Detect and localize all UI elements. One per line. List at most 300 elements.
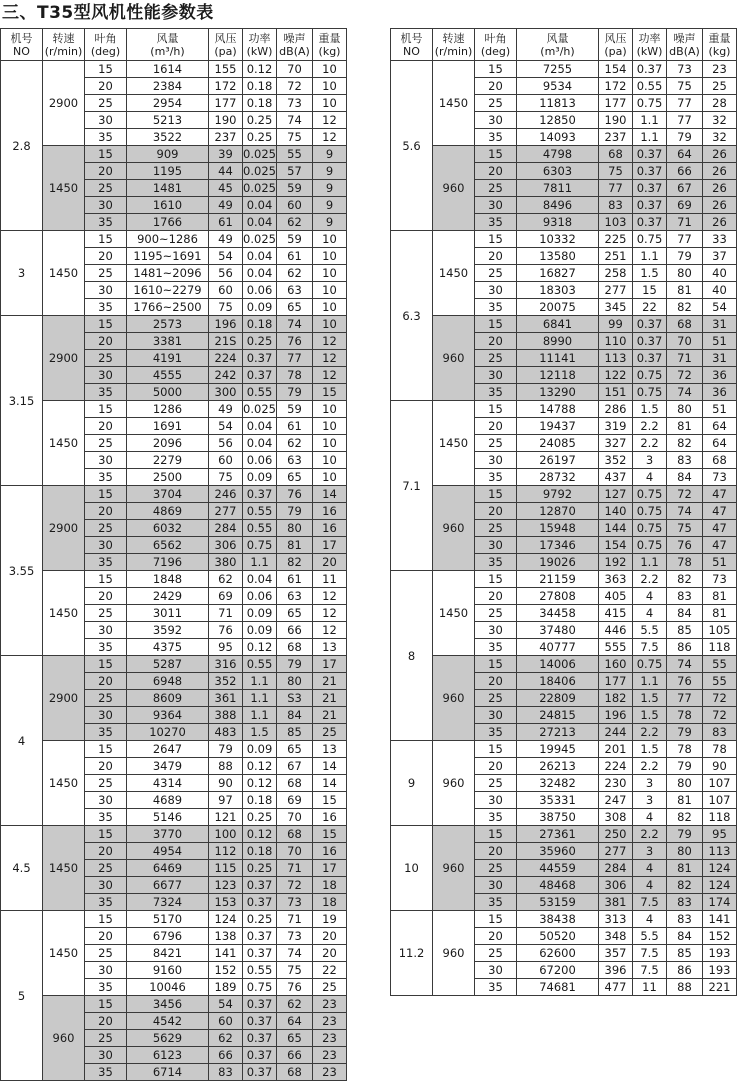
model-number-cell: 3	[1, 231, 43, 316]
table-row	[1, 826, 347, 843]
power-cell: 1.5	[633, 707, 667, 724]
table-row	[391, 656, 737, 673]
weight-cell: 15	[313, 826, 347, 843]
noise-cell: 71	[277, 860, 313, 877]
power-cell: 2.2	[633, 724, 667, 741]
pressure-cell: 388	[209, 707, 243, 724]
noise-cell: 70	[277, 843, 313, 860]
noise-cell: 57	[277, 163, 313, 180]
airflow-cell: 2384	[127, 78, 209, 95]
pressure-cell: 140	[599, 503, 633, 520]
weight-cell: 72	[703, 690, 737, 707]
column-header-line: 转速	[442, 31, 465, 45]
noise-cell: 63	[277, 588, 313, 605]
noise-cell: 82	[667, 435, 703, 452]
airflow-cell: 17346	[517, 537, 599, 554]
blade-angle-cell: 35	[85, 639, 127, 656]
blade-angle-cell: 25	[85, 350, 127, 367]
airflow-cell: 1481~2096	[127, 265, 209, 282]
column-header-line: 风量	[546, 31, 569, 45]
weight-cell: 26	[703, 180, 737, 197]
noise-cell: 61	[277, 248, 313, 265]
airflow-cell: 7255	[517, 61, 599, 78]
weight-cell: 14	[313, 758, 347, 775]
airflow-cell: 6562	[127, 537, 209, 554]
weight-cell: 47	[703, 503, 737, 520]
blade-angle-cell: 15	[475, 571, 517, 588]
noise-cell: 72	[667, 486, 703, 503]
blade-angle-cell: 20	[85, 1013, 127, 1030]
airflow-cell: 9364	[127, 707, 209, 724]
noise-cell: 79	[277, 656, 313, 673]
blade-angle-cell: 15	[85, 61, 127, 78]
airflow-cell: 18303	[517, 282, 599, 299]
column-header-line: 重量	[318, 31, 341, 45]
speed-cell: 960	[433, 741, 475, 826]
pressure-cell: 141	[209, 945, 243, 962]
noise-cell: 85	[667, 622, 703, 639]
weight-cell: 12	[313, 350, 347, 367]
column-header	[313, 29, 347, 61]
blade-angle-cell: 25	[85, 775, 127, 792]
power-cell: 0.75	[633, 486, 667, 503]
airflow-cell: 37480	[517, 622, 599, 639]
blade-angle-cell: 25	[475, 95, 517, 112]
airflow-cell: 1848	[127, 571, 209, 588]
blade-angle-cell: 30	[85, 962, 127, 979]
weight-cell: 9	[313, 146, 347, 163]
weight-cell: 90	[703, 758, 737, 775]
airflow-cell: 1766	[127, 214, 209, 231]
pressure-cell: 177	[599, 673, 633, 690]
airflow-cell: 2954	[127, 95, 209, 112]
blade-angle-cell: 15	[85, 656, 127, 673]
column-header	[209, 29, 243, 61]
pressure-cell: 122	[599, 367, 633, 384]
weight-cell: 12	[313, 333, 347, 350]
noise-cell: 73	[277, 894, 313, 911]
column-header-line: (kg)	[318, 44, 341, 58]
airflow-cell: 1195~1691	[127, 248, 209, 265]
weight-cell: 13	[313, 741, 347, 758]
power-cell: 0.75	[633, 537, 667, 554]
blade-angle-cell: 25	[85, 945, 127, 962]
weight-cell: 11	[313, 571, 347, 588]
power-cell: 1.1	[243, 690, 277, 707]
airflow-cell: 2096	[127, 435, 209, 452]
airflow-cell: 8609	[127, 690, 209, 707]
blade-angle-cell: 35	[85, 1064, 127, 1081]
power-cell: 0.09	[243, 299, 277, 316]
airflow-cell: 24815	[517, 707, 599, 724]
weight-cell: 25	[313, 979, 347, 996]
noise-cell: 70	[277, 61, 313, 78]
power-cell: 0.06	[243, 588, 277, 605]
power-cell: 0.04	[243, 197, 277, 214]
weight-cell: 9	[313, 214, 347, 231]
pressure-cell: 68	[599, 146, 633, 163]
blade-angle-cell: 30	[85, 622, 127, 639]
weight-cell: 20	[313, 945, 347, 962]
pressure-cell: 258	[599, 265, 633, 282]
power-cell: 3	[633, 792, 667, 809]
column-header	[391, 29, 433, 61]
pressure-cell: 352	[599, 452, 633, 469]
noise-cell: 73	[277, 95, 313, 112]
blade-angle-cell: 15	[85, 146, 127, 163]
pressure-cell: 477	[599, 979, 633, 996]
weight-cell: 141	[703, 911, 737, 928]
power-cell: 2.2	[633, 758, 667, 775]
weight-cell: 10	[313, 95, 347, 112]
weight-cell: 10	[313, 435, 347, 452]
pressure-cell: 182	[599, 690, 633, 707]
weight-cell: 16	[313, 520, 347, 537]
blade-angle-cell: 20	[85, 503, 127, 520]
model-number-cell: 10	[391, 826, 433, 911]
speed-cell: 960	[433, 486, 475, 571]
column-header-line: NO	[13, 44, 30, 58]
pressure-cell: 237	[209, 129, 243, 146]
airflow-cell: 13580	[517, 248, 599, 265]
airflow-cell: 10270	[127, 724, 209, 741]
column-header-line: 叶角	[94, 31, 117, 45]
noise-cell: 79	[667, 758, 703, 775]
speed-cell: 1450	[43, 911, 85, 996]
blade-angle-cell: 30	[85, 282, 127, 299]
blade-angle-cell: 35	[475, 979, 517, 996]
pressure-cell: 49	[209, 401, 243, 418]
noise-cell: 84	[667, 605, 703, 622]
power-cell: 0.37	[243, 486, 277, 503]
power-cell: 0.37	[243, 894, 277, 911]
power-cell: 0.37	[243, 1030, 277, 1047]
weight-cell: 54	[703, 299, 737, 316]
airflow-cell: 4689	[127, 792, 209, 809]
pressure-cell: 437	[599, 469, 633, 486]
noise-cell: 74	[277, 316, 313, 333]
weight-cell: 16	[313, 809, 347, 826]
blade-angle-cell: 35	[475, 809, 517, 826]
noise-cell: 59	[277, 180, 313, 197]
noise-cell: 71	[667, 214, 703, 231]
airflow-cell: 48468	[517, 877, 599, 894]
noise-cell: 81	[667, 792, 703, 809]
weight-cell: 95	[703, 826, 737, 843]
weight-cell: 51	[703, 333, 737, 350]
pressure-cell: 110	[599, 333, 633, 350]
blade-angle-cell: 35	[475, 724, 517, 741]
weight-cell: 25	[703, 78, 737, 95]
noise-cell: 82	[667, 299, 703, 316]
airflow-cell: 16827	[517, 265, 599, 282]
pressure-cell: 446	[599, 622, 633, 639]
pressure-cell: 300	[209, 384, 243, 401]
power-cell: 4	[633, 809, 667, 826]
power-cell: 0.25	[243, 129, 277, 146]
airflow-cell: 2279	[127, 452, 209, 469]
power-cell: 2.2	[633, 435, 667, 452]
airflow-cell: 6841	[517, 316, 599, 333]
table-row	[1, 656, 347, 673]
blade-angle-cell: 20	[85, 843, 127, 860]
noise-cell: 65	[277, 299, 313, 316]
blade-angle-cell: 25	[475, 690, 517, 707]
blade-angle-cell: 35	[475, 639, 517, 656]
power-cell: 0.37	[243, 945, 277, 962]
column-header-line: (deg)	[480, 44, 511, 58]
table-row	[1, 401, 347, 418]
power-cell: 0.12	[243, 775, 277, 792]
airflow-cell: 8496	[517, 197, 599, 214]
power-cell: 1.1	[633, 112, 667, 129]
noise-cell: 78	[667, 741, 703, 758]
column-header	[43, 29, 85, 61]
weight-cell: 10	[313, 418, 347, 435]
weight-cell: 64	[703, 435, 737, 452]
column-header	[1, 29, 43, 61]
blade-angle-cell: 25	[85, 435, 127, 452]
weight-cell: 23	[313, 1013, 347, 1030]
pressure-cell: 83	[599, 197, 633, 214]
weight-cell: 18	[313, 894, 347, 911]
blade-angle-cell: 20	[85, 333, 127, 350]
column-header-line: (r/min)	[44, 44, 83, 58]
blade-angle-cell: 15	[475, 826, 517, 843]
blade-angle-cell: 35	[475, 469, 517, 486]
noise-cell: 77	[667, 231, 703, 248]
column-header-line: 重量	[708, 31, 731, 45]
power-cell: 0.025	[243, 147, 276, 161]
column-header-line: (m³/h)	[150, 44, 185, 58]
airflow-cell: 4375	[127, 639, 209, 656]
airflow-cell: 34458	[517, 605, 599, 622]
noise-cell: 77	[277, 350, 313, 367]
weight-cell: 18	[313, 877, 347, 894]
weight-cell: 12	[313, 622, 347, 639]
noise-cell: 67	[667, 180, 703, 197]
pressure-cell: 60	[209, 1013, 243, 1030]
noise-cell: 68	[277, 826, 313, 843]
noise-cell: 80	[277, 673, 313, 690]
weight-cell: 23	[313, 996, 347, 1013]
airflow-cell: 5287	[127, 656, 209, 673]
blade-angle-cell: 25	[85, 520, 127, 537]
blade-angle-cell: 35	[85, 299, 127, 316]
airflow-cell: 32482	[517, 775, 599, 792]
blade-angle-cell: 25	[85, 180, 127, 197]
power-cell: 1.1	[243, 673, 277, 690]
pressure-cell: 172	[599, 78, 633, 95]
pressure-cell: 246	[209, 486, 243, 503]
model-number-cell: 3.55	[1, 486, 43, 656]
airflow-cell: 2647	[127, 741, 209, 758]
noise-cell: 71	[277, 911, 313, 928]
speed-cell: 960	[43, 996, 85, 1081]
weight-cell: 19	[313, 911, 347, 928]
power-cell: 4	[633, 605, 667, 622]
blade-angle-cell: 20	[85, 758, 127, 775]
weight-cell: 124	[703, 860, 737, 877]
weight-cell: 23	[313, 1047, 347, 1064]
noise-cell: 84	[667, 928, 703, 945]
pressure-cell: 244	[599, 724, 633, 741]
blade-angle-cell: 30	[85, 707, 127, 724]
pressure-cell: 21S	[209, 333, 243, 350]
power-cell: 0.37	[633, 146, 667, 163]
weight-cell: 12	[313, 605, 347, 622]
airflow-cell: 5629	[127, 1030, 209, 1047]
airflow-cell: 50520	[517, 928, 599, 945]
pressure-cell: 357	[599, 945, 633, 962]
column-header-line: 叶角	[484, 31, 507, 45]
weight-cell: 10	[313, 78, 347, 95]
airflow-cell: 6303	[517, 163, 599, 180]
column-header-line: (pa)	[604, 44, 627, 58]
pressure-cell: 345	[599, 299, 633, 316]
power-cell: 1.1	[243, 707, 277, 724]
blade-angle-cell: 30	[85, 537, 127, 554]
weight-cell: 107	[703, 775, 737, 792]
pressure-cell: 97	[209, 792, 243, 809]
weight-cell: 55	[703, 673, 737, 690]
noise-cell: 74	[667, 503, 703, 520]
blade-angle-cell: 15	[85, 316, 127, 333]
airflow-cell: 74681	[517, 979, 599, 996]
noise-cell: 63	[277, 282, 313, 299]
power-cell: 7.5	[633, 639, 667, 656]
airflow-cell: 10046	[127, 979, 209, 996]
column-header-line: (kg)	[708, 44, 731, 58]
airflow-cell: 6032	[127, 520, 209, 537]
airflow-cell: 11813	[517, 95, 599, 112]
power-cell: 3	[633, 843, 667, 860]
power-cell: 3	[633, 452, 667, 469]
pressure-cell: 39	[209, 146, 243, 163]
blade-angle-cell: 20	[475, 78, 517, 95]
noise-cell: 80	[667, 843, 703, 860]
power-cell: 0.37	[633, 316, 667, 333]
airflow-cell: 4798	[517, 146, 599, 163]
power-cell: 0.025	[243, 402, 276, 416]
noise-cell: 72	[277, 78, 313, 95]
pressure-cell: 127	[599, 486, 633, 503]
noise-cell: 84	[667, 469, 703, 486]
airflow-cell: 1766~2500	[127, 299, 209, 316]
noise-cell: 82	[667, 571, 703, 588]
noise-cell: 81	[277, 537, 313, 554]
blade-angle-cell: 35	[475, 554, 517, 571]
table-row	[391, 741, 737, 758]
model-number-cell: 4	[1, 656, 43, 826]
airflow-cell: 26213	[517, 758, 599, 775]
airflow-cell: 7196	[127, 554, 209, 571]
airflow-cell: 10332	[517, 231, 599, 248]
power-cell: 0.18	[243, 843, 277, 860]
table-row	[1, 61, 347, 78]
airflow-cell: 3381	[127, 333, 209, 350]
noise-cell: 65	[277, 605, 313, 622]
blade-angle-cell: 30	[85, 367, 127, 384]
weight-cell: 22	[313, 962, 347, 979]
noise-cell: 79	[667, 724, 703, 741]
weight-cell: 14	[313, 486, 347, 503]
noise-cell: 81	[667, 282, 703, 299]
blade-angle-cell: 35	[475, 129, 517, 146]
power-cell: 1.5	[633, 741, 667, 758]
power-cell: 0.12	[243, 639, 277, 656]
pressure-cell: 153	[209, 894, 243, 911]
table-row	[391, 571, 737, 588]
airflow-cell: 3011	[127, 605, 209, 622]
blade-angle-cell: 25	[475, 350, 517, 367]
weight-cell: 14	[313, 775, 347, 792]
blade-angle-cell: 20	[475, 758, 517, 775]
power-cell: 0.55	[243, 503, 277, 520]
column-header	[433, 29, 475, 61]
power-cell: 0.55	[243, 962, 277, 979]
airflow-cell: 1691	[127, 418, 209, 435]
pressure-cell: 361	[209, 690, 243, 707]
pressure-cell: 316	[209, 656, 243, 673]
airflow-cell: 9318	[517, 214, 599, 231]
pressure-cell: 144	[599, 520, 633, 537]
weight-cell: 118	[703, 809, 737, 826]
power-cell: 0.55	[243, 384, 277, 401]
noise-cell: 60	[277, 197, 313, 214]
power-cell: 0.37	[633, 350, 667, 367]
power-cell: 0.25	[243, 860, 277, 877]
noise-cell: 86	[667, 962, 703, 979]
blade-angle-cell: 15	[475, 231, 517, 248]
blade-angle-cell: 25	[85, 265, 127, 282]
blade-angle-cell: 30	[475, 282, 517, 299]
blade-angle-cell: 15	[85, 231, 127, 248]
blade-angle-cell: 35	[85, 809, 127, 826]
weight-cell: 23	[313, 1064, 347, 1081]
pressure-cell: 154	[599, 537, 633, 554]
column-header-line: 机号	[10, 31, 33, 45]
blade-angle-cell: 15	[85, 911, 127, 928]
airflow-cell: 14788	[517, 401, 599, 418]
blade-angle-cell: 30	[475, 367, 517, 384]
pressure-cell: 54	[209, 418, 243, 435]
airflow-cell: 3456	[127, 996, 209, 1013]
blade-angle-cell: 20	[85, 588, 127, 605]
speed-cell: 960	[433, 146, 475, 231]
power-cell: 1.1	[633, 129, 667, 146]
blade-angle-cell: 20	[475, 248, 517, 265]
power-cell: 1.1	[633, 554, 667, 571]
pressure-cell: 88	[209, 758, 243, 775]
power-cell: 0.37	[633, 61, 667, 78]
column-header-line: (kW)	[636, 44, 663, 58]
airflow-cell: 7811	[517, 180, 599, 197]
airflow-cell: 53159	[517, 894, 599, 911]
pressure-cell: 124	[209, 911, 243, 928]
weight-cell: 16	[313, 503, 347, 520]
column-header	[703, 29, 737, 61]
blade-angle-cell: 15	[475, 911, 517, 928]
pressure-cell: 277	[209, 503, 243, 520]
pressure-cell: 242	[209, 367, 243, 384]
blade-angle-cell: 25	[85, 95, 127, 112]
pressure-cell: 189	[209, 979, 243, 996]
noise-cell: 76	[667, 537, 703, 554]
pressure-cell: 75	[209, 469, 243, 486]
blade-angle-cell: 25	[475, 180, 517, 197]
blade-angle-cell: 20	[85, 418, 127, 435]
